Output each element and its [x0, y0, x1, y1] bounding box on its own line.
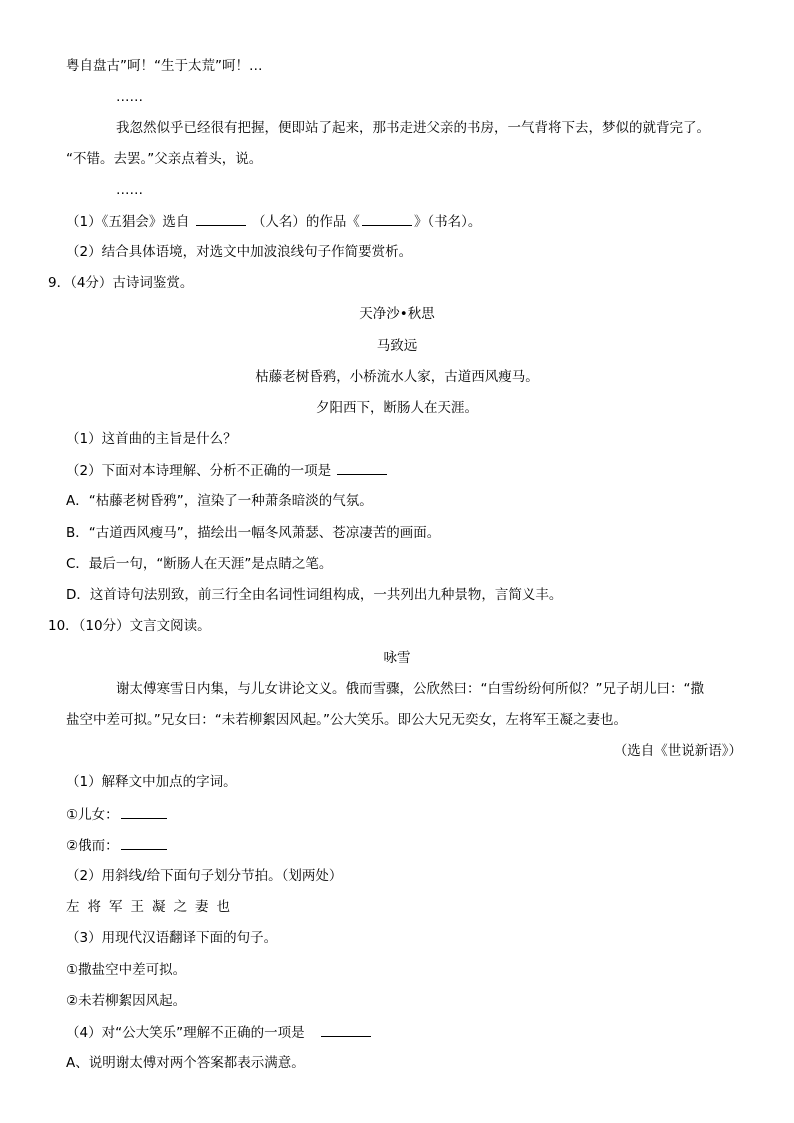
q9-option-a: A．“枯藤老树昏鸦”，渲染了一种萧条暗淡的气氛。	[66, 493, 373, 509]
answer-blank-eer[interactable]	[121, 836, 167, 850]
answer-blank-author[interactable]	[196, 212, 246, 226]
q10-trans1: ①撒盐空中差可拟。	[66, 962, 187, 978]
q8-sub2: （2）结合具体语境，对选文中加波浪线句子作简要赏析。	[66, 244, 413, 260]
poem-title: 天净沙•秋思	[359, 306, 435, 322]
q10-item2	[66, 836, 169, 855]
ellipsis: ……	[116, 182, 143, 198]
q10-sub3: （3）用现代汉语翻译下面的句子。	[66, 930, 278, 946]
poem-author: 马致远	[376, 338, 418, 354]
answer-blank-ernv[interactable]	[121, 805, 167, 819]
q10-item1	[66, 805, 169, 824]
q10-sub1: （1）解释文中加点的字词。	[66, 774, 237, 790]
answer-blank-book[interactable]	[362, 212, 412, 226]
q9-option-d: D．这首诗句法别致，前三行全由名词性词组构成，一共列出九种景物，言简义丰。	[66, 587, 563, 603]
answer-blank-q10[interactable]	[321, 1023, 371, 1037]
classical-text: 盐空中差可拟。”兄女曰：“未若柳絮因风起。”公大笑乐。即公大兄无奕女，左将军王凝之妻也。	[66, 712, 627, 728]
q10-item1-label: ①儿女：	[66, 807, 119, 823]
poem-line: 夕阳西下，断肠人在天涯。	[316, 400, 478, 416]
ellipsis: ……	[116, 89, 143, 105]
q10-sub4	[66, 1023, 373, 1042]
q10-sub4-text: （4）对“公大笑乐”理解不正确的一项是	[66, 1025, 305, 1041]
q9-sub1: （1）这首曲的主旨是什么？	[66, 431, 237, 447]
q10-option-a: A、说明谢太傅对两个答案都表示满意。	[66, 1055, 305, 1071]
q8-sub1-prefix: （1）《五猖会》选自	[66, 214, 190, 230]
rhythm-sentence: 左将军王凝之妻也	[66, 899, 238, 915]
q10-header: 10．（10分）文言文阅读。	[48, 618, 211, 634]
classical-text: 谢太傅寒雪日内集，与儿女讲论文义。俄而雪骤，公欣然曰：“白雪纷纷何所似？”兄子胡儿曰：“撒	[116, 681, 704, 697]
passage-line: 粤自盘古”呵！“生于太荒”呵！…	[66, 58, 263, 74]
classical-title: 咏雪	[383, 650, 411, 666]
answer-blank-q9[interactable]	[337, 461, 387, 475]
q9-option-c: C．最后一句，“断肠人在天涯”是点睛之笔。	[66, 556, 333, 572]
q8-sub1-suffix: 》（书名）。	[413, 214, 482, 230]
q8-sub1	[66, 212, 481, 231]
q9-option-b: B．“古道西风瘦马”，描绘出一幅冬风萧瑟、苍凉凄苦的画面。	[66, 525, 441, 541]
passage-paragraph: 我忽然似乎已经很有把握，便即站了起来，那书走进父亲的书房，一气背将下去，梦似的就背完了。	[116, 120, 710, 136]
passage-paragraph: “不错。去罢。”父亲点着头，说。	[66, 151, 263, 167]
q10-trans2: ②未若柳絮因风起。	[66, 993, 187, 1009]
q8-sub1-middle: （人名）的作品《	[251, 214, 360, 230]
source-citation: （选自《世说新语》）	[613, 743, 742, 759]
q9-header: 9．（4分）古诗词鉴赏。	[48, 275, 194, 291]
q10-item2-label: ②俄而：	[66, 838, 119, 854]
q10-sub2: （2）用斜线/给下面句子划分节拍。（划两处）	[66, 868, 343, 884]
q9-sub2	[66, 461, 389, 480]
poem-line: 枯藤老树昏鸦，小桥流水人家，古道西风瘦马。	[255, 369, 539, 385]
q9-sub2-text: （2）下面对本诗理解、分析不正确的一项是	[66, 463, 332, 479]
